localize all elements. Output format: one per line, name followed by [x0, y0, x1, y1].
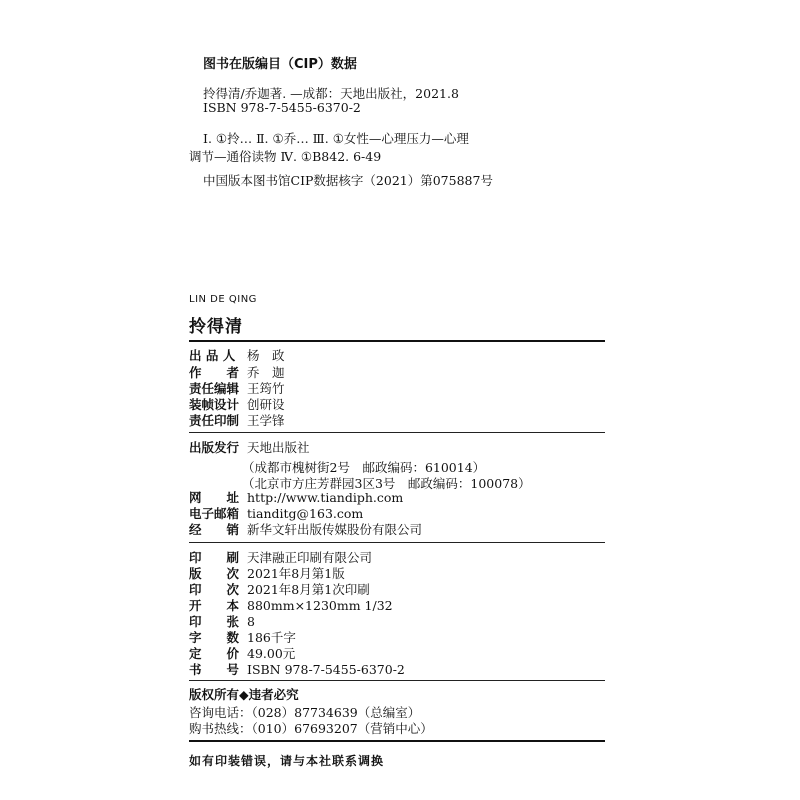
credit-value: 乔 迦: [247, 365, 285, 380]
cip-classification: 调节—通俗读物 Ⅳ. ①B842. 6-49: [189, 149, 382, 164]
cip-line: ISBN 978-7-5455-6370-2: [203, 100, 361, 115]
cip-heading: 图书在版编目（CIP）数据: [203, 57, 357, 72]
print-value: ISBN 978-7-5455-6370-2: [247, 662, 405, 677]
divider: [189, 340, 605, 342]
credit-value: 创研设: [247, 397, 285, 412]
email-link[interactable]: tianditg@163.com: [247, 506, 364, 521]
print-label: 开 本: [189, 598, 240, 613]
website-link[interactable]: http://www.tiandiph.com: [247, 490, 404, 505]
publisher-address: （成都市槐树街2号 邮政编码：610014）: [242, 460, 486, 475]
divider: [189, 432, 605, 433]
credit-value: 杨 政: [247, 348, 285, 363]
email-label: 电子邮箱: [189, 506, 240, 521]
website-label: 网 址: [189, 490, 240, 505]
print-label: 印 刷: [189, 550, 240, 565]
distributor-name: 新华文轩出版传媒股份有限公司: [247, 522, 423, 537]
rights-notice: 版权所有◆违者必究: [189, 687, 299, 702]
inquiry-phone: （028）87734639（总编室）: [251, 705, 421, 720]
print-value: 天津融正印刷有限公司: [247, 550, 373, 565]
credit-label: 责任编辑: [189, 381, 240, 396]
credit-label: 责任印制: [189, 413, 240, 428]
cip-verification: 中国版本图书馆CIP数据核字（2021）第075887号: [203, 173, 493, 188]
cip-classification: Ⅰ. ①拎… Ⅱ. ①乔… Ⅲ. ①女性—心理压力—心理: [203, 131, 469, 146]
print-label: 版 次: [189, 566, 240, 581]
print-value: 8: [247, 614, 255, 629]
print-label: 印 张: [189, 614, 240, 629]
purchase-label: 购书热线：: [189, 721, 252, 736]
divider: [189, 542, 605, 543]
publisher-label: 出版发行: [189, 440, 240, 455]
footer-note: 如有印装错误，请与本社联系调换: [189, 754, 385, 768]
print-value: 186千字: [247, 630, 296, 645]
divider: [189, 680, 605, 681]
purchase-phone: （010）67693207（营销中心）: [251, 721, 433, 736]
book-title: 拎得清: [189, 317, 243, 337]
credit-label: 出 品 人: [189, 348, 236, 363]
print-label: 印 次: [189, 582, 240, 597]
inquiry-label: 咨询电话：: [189, 705, 252, 720]
publisher-address: （北京市方庄芳群园3区3号 邮政编码：100078）: [242, 476, 531, 491]
print-label: 书 号: [189, 662, 240, 677]
print-value: 2021年8月第1版: [247, 566, 345, 581]
publisher-name: 天地出版社: [247, 440, 310, 455]
credit-value: 王筠竹: [247, 381, 285, 396]
purchase-row: [189, 719, 433, 737]
distributor-label: 经 销: [189, 522, 240, 537]
book-pinyin: LIN DE QING: [189, 294, 257, 305]
print-label: 定 价: [189, 646, 240, 661]
print-label: 字 数: [189, 630, 240, 645]
credit-value: 王学锋: [247, 413, 285, 428]
print-value: 880mm×1230mm 1/32: [247, 598, 393, 613]
credit-label: 作 者: [189, 365, 240, 380]
credit-label: 装帧设计: [189, 397, 240, 412]
divider: [189, 740, 605, 742]
cip-line: 拎得清/乔迦著. —成都：天地出版社，2021.8: [203, 86, 459, 101]
print-value: 2021年8月第1次印刷: [247, 582, 370, 597]
print-value: 49.00元: [247, 646, 296, 661]
